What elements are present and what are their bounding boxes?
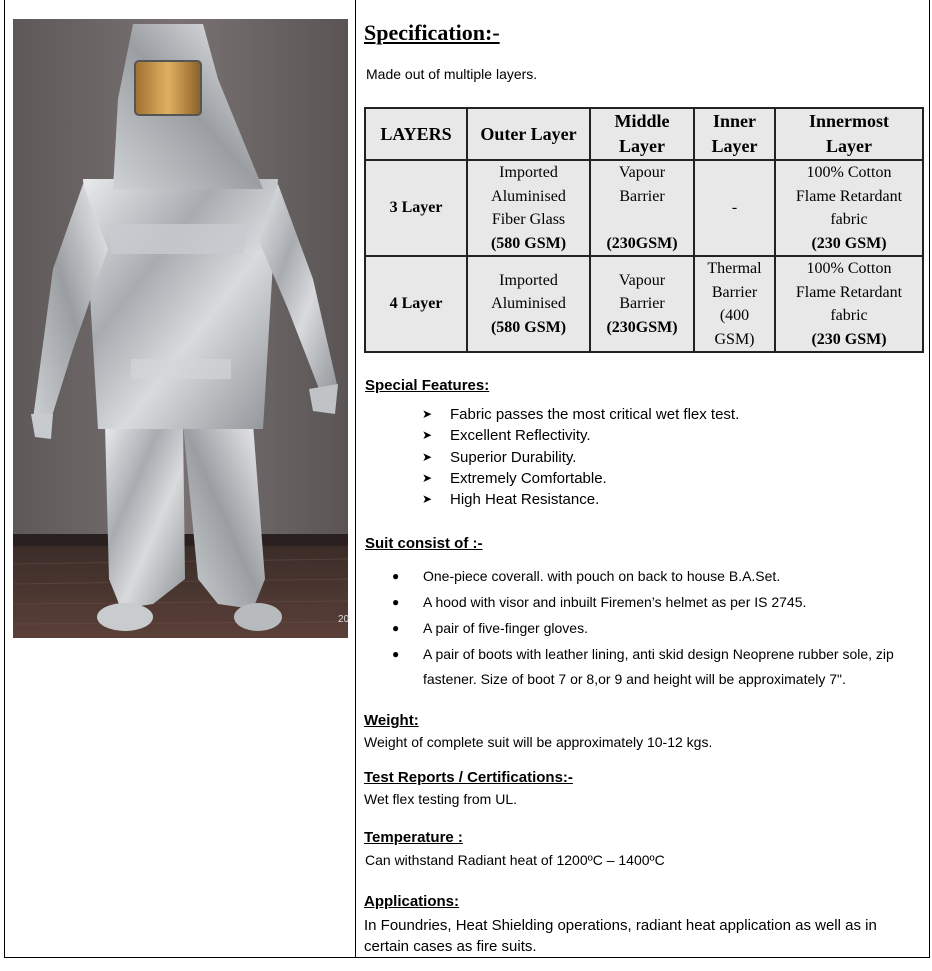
list-item: ➤ Fabric passes the most critical wet flex test.	[422, 404, 739, 425]
column-divider	[355, 0, 356, 957]
arrow-bullet-icon: ➤	[422, 449, 433, 464]
bullet-icon: ●	[392, 621, 400, 635]
suit-consist-list	[390, 564, 920, 693]
list-item: ➤ Excellent Reflectivity.	[422, 425, 739, 446]
special-features-list	[422, 404, 739, 510]
table-header-row	[365, 108, 923, 160]
cell-middle: Vapour Barrier (230GSM)	[590, 256, 694, 352]
cell-inner: -	[694, 160, 775, 256]
temperature-text: Can withstand Radiant heat of 1200ºC – 1400ºC	[365, 852, 665, 868]
cell-outer: Imported Aluminised (580 GSM)	[467, 256, 590, 352]
weight-heading: Weight:	[364, 712, 419, 729]
cell-outer: Imported Aluminised Fiber Glass (580 GSM)	[467, 160, 590, 256]
header-inner-layer: Inner Layer	[694, 108, 775, 160]
cell-middle: Vapour Barrier (230GSM)	[590, 160, 694, 256]
aluminised-suit-illustration	[13, 19, 348, 638]
arrow-bullet-icon: ➤	[422, 428, 433, 443]
bullet-icon: ●	[392, 569, 400, 583]
list-item: ➤ High Heat Resistance.	[422, 489, 739, 510]
row-layer-label: 4 Layer	[365, 256, 467, 352]
temperature-heading: Temperature :	[364, 829, 463, 846]
cell-innermost: 100% Cotton Flame Retardant fabric (230 GSM)	[775, 256, 923, 352]
specification-title: Specification:-	[364, 20, 500, 45]
bullet-icon: ●	[392, 647, 400, 661]
special-features-heading: Special Features:	[365, 377, 490, 394]
test-reports-heading: Test Reports / Certifications:-	[364, 769, 573, 786]
list-item: ● A hood with visor and inbuilt Firemen’s helmet as per IS 2745.	[390, 590, 920, 615]
list-item: ● A pair of boots with leather lining, anti skid design Neoprene rubber sole, zip fastener. Size of boot 7 or 8,or 9 and height will be approximately 7".	[390, 642, 920, 692]
header-outer-layer: Outer Layer	[467, 108, 590, 160]
list-item: ● One-piece coverall. with pouch on back to house B.A.Set.	[390, 564, 920, 589]
suit-consist-heading: Suit consist of :-	[365, 535, 483, 552]
applications-heading: Applications:	[364, 893, 460, 910]
list-item: ● A pair of five-finger gloves.	[390, 616, 920, 641]
cell-innermost: 100% Cotton Flame Retardant fabric (230 GSM)	[775, 160, 923, 256]
test-reports-text: Wet flex testing from UL.	[364, 791, 518, 807]
table-row	[365, 160, 923, 256]
applications-text: In Foundries, Heat Shielding operations, radiant heat application as well as in certain cases as fire suits.	[364, 917, 877, 955]
list-item: ➤ Extremely Comfortable.	[422, 468, 739, 489]
row-layer-label: 3 Layer	[365, 160, 467, 256]
arrow-bullet-icon: ➤	[422, 407, 433, 421]
header-middle-layer: Middle Layer	[590, 108, 694, 160]
cell-inner: Thermal Barrier (400 GSM)	[694, 256, 775, 352]
layers-table	[364, 107, 924, 353]
list-item: ➤ Superior Durability.	[422, 447, 739, 468]
page-mark: 20	[338, 614, 350, 625]
arrow-bullet-icon: ➤	[422, 470, 433, 485]
arrow-bullet-icon: ➤	[422, 492, 433, 507]
intro-text: Made out of multiple layers.	[366, 66, 538, 82]
weight-text: Weight of complete suit will be approximately 10-12 kgs.	[364, 734, 713, 750]
table-row	[365, 256, 923, 352]
header-layers: LAYERS	[365, 108, 467, 160]
bullet-icon: ●	[392, 595, 400, 609]
header-innermost-layer: Innermost Layer	[775, 108, 923, 160]
product-photo	[13, 19, 348, 638]
